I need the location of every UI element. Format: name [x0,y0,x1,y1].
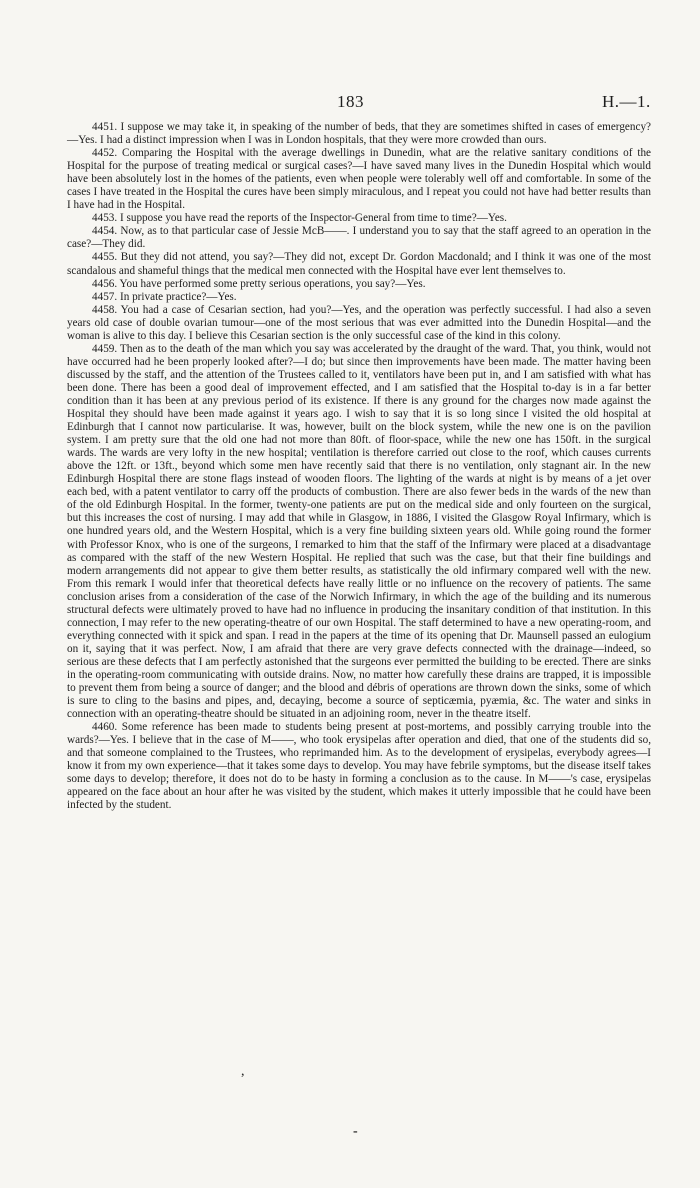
question-4458: 4458. You had a case of Cesarian section, had you?—Yes, and the operation was perfectly successful. I had also a seven years old case of double ovarian tumour—one of the most serious that was ever admitted into the Dunedin Hospital—and the woman is alive to this day. I believe this Cesarian section is the only successful case of the kind in this colony. [67,303,651,342]
stray-mark: , [241,1064,245,1079]
question-4459: 4459. Then as to the death of the man which you say was accelerated by the draught of the ward. That, you think, would not have occurred had he been properly looked after?—I do; but since then improvements have been made. The matter having been discussed by the staff, and the attention of the Trustees called to it, ventilators have been put in, and I am satisfied with what has been done. There has been a good deal of improvement effected, and I am satisfied that the Hospital to-day is in a far better condition than it has been at any previous period of its existence. If there is any ground for the charges now made against the Hospital they should have been made against it years ago. I wish to say that it is so long since I visited the old hospital at Edinburgh that I cannot now particularise. It was, however, built on the block system, while the new one is on the pavilion system. I am pretty sure that the old one had not more than 80ft. of floor-space, while the new one has 150ft. in the surgical wards. The wards are very lofty in the new hospital; ventilation is therefore carried out close to the roof, which causes currents above the 12ft. or 13ft., beyond which some men have recently said that there is no ventilation, only stagnant air. In the new Edinburgh Hospital there are stone flags instead of wooden floors. The lighting of the wards at night is by means of a jet over each bed, with a patent ventilator to carry off the products of combustion. There are also fewer beds in the wards of the new than of the old Edinburgh Hospital. In the former, twenty-one patients are put on the medical side and only fourteen on the surgical, but this increases the cost of nursing. I may add that while in Glasgow, in 1886, I visited the Glasgow Royal Infirmary, which is one hundred years old, and the Western Hospital, which is a very fine building sixteen years old. While going round the former with Professor Knox, who is one of the surgeons, I remarked to him that the staff of the Infirmary were placed at a disadvantage as compared with the staff of the new Western Hospital. He replied that such was the case, but that their fine buildings and modern arrangements did not appear to give them better results, as statistically the old infirmary compared well with the new. From this remark I would infer that theoretical defects have really little or no influence on the recovery of patients. The same conclusion arises from a consideration of the case of the Norwich Infirmary, in which the age of the building and its numerous structural defects were ultimately proved to have had no influence in producing the insanitary condition of that institution. In this connection, I may refer to the new operating-theatre of our own Hospital. The staff determined to have a new operating-room, and everything connected with it spick and span. I read in the papers at the time of its opening that Dr. Maunsell passed an eulogium on it, saying that it was perfect. Now, I am afraid that there are very grave defects connected with the drainage—indeed, so serious are these defects that I am perfectly astonished that the surgeons ever permitted the building to be erected. There are sinks in the operating-room communicating with outside drains. Now, no matter how carefully these drains are trapped, it is impossible to prevent them from being a source of danger; and the blood and débris of operations are thrown down the sinks, some of which is sure to cling to the basins and pipes, and, decaying, become a source of septicæmia, pyæmia, &c. The water and sinks in connection with an operating-theatre should be situated in an adjoining room, never in the theatre itself. [67,342,651,721]
question-4454: 4454. Now, as to that particular case of Jessie McB——. I understand you to say that the staff agreed to an operation in the case?—They did. [67,225,651,251]
question-4452: 4452. Comparing the Hospital with the average dwellings in Dunedin, what are the relative sanitary conditions of the Hospital for the purpose of treating medical or surgical cases?—I have saved many lives in the Dunedin Hospital which would have been absolutely lost in the homes of the patients, even when people were tolerably well off and comfortable. In some of the cases I have treated in the Hospital the cures have been simply miraculous, and I repeat you could not have had better results than I have had in the Hospital. [67,147,651,212]
question-4460: 4460. Some reference has been made to students being present at post-mortems, and possibly carrying trouble into the wards?—Yes. I believe that in the case of M——, who took erysipelas after operation and died, that one of the students did so, and that someone complained to the Trustees, who reprimanded him. As to the development of erysipelas, everybody agrees—I know it from my own experience—that it takes some days to develop. You may have febrile symptoms, but the disease itself takes some days to develop; therefore, it does not do to be hasty in forming a conclusion as to the cause. In M——'s case, erysipelas appeared on the face about an hour after he was visited by the student, which makes it utterly impossible that he could have been infected by the student. [67,721,651,812]
evidence-body [67,121,651,812]
page-number: 183 [337,92,364,111]
question-4451: 4451. I suppose we may take it, in speaking of the number of beds, that they are sometimes shifted in cases of emergency?—Yes. I had a distinct impression when I was in London hospitals, that they were more crowded than ours. [67,121,651,147]
question-4457: 4457. In private practice?—Yes. [92,290,237,303]
stray-mark: - [353,1124,358,1139]
question-4455: 4455. But they did not attend, you say?—They did not, except Dr. Gordon Macdonald; and I think it was one of the most scandalous and shameful things that the medical men connected with the Hospital have ever lent themselves to. [67,251,651,277]
question-4456: 4456. You have performed some pretty serious operations, you say?—Yes. [92,277,426,290]
document-reference: H.—1. [602,92,651,111]
question-4453: 4453. I suppose you have read the reports of the Inspector-General from time to time?—Yes. [92,212,507,225]
